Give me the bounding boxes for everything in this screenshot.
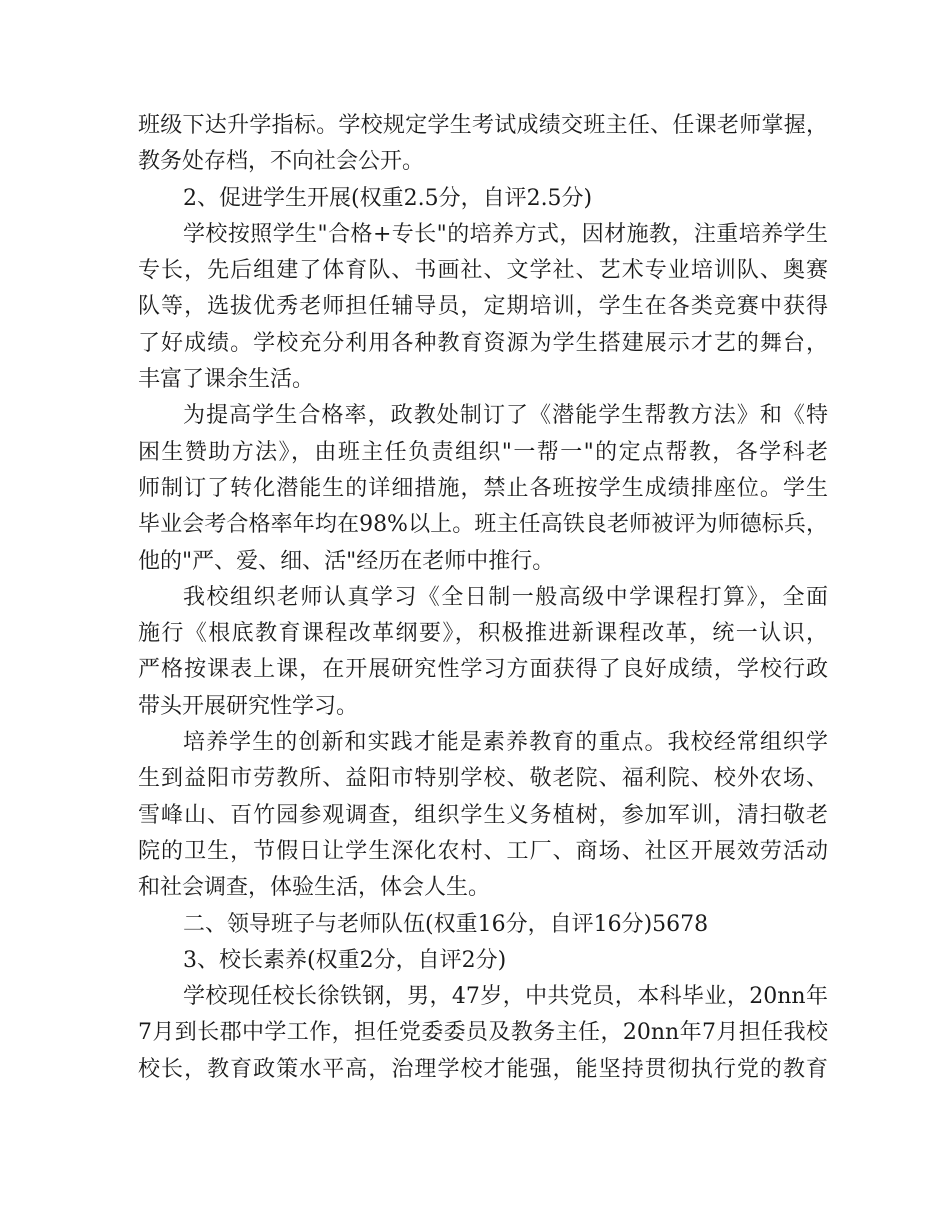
text-line: 队等，选拔优秀老师担任辅导员，定期培训，学生在各类竞赛中获得 — [138, 294, 828, 320]
text-line: 了好成绩。学校充分利用各种教育资源为学生搭建展示才艺的舞台， — [138, 330, 828, 356]
text-line: 丰富了课余生活。 — [138, 367, 315, 393]
text-line: 带头开展研究性学习。 — [138, 693, 359, 719]
text-line: 3、校长素养(权重2分，自评2分) — [183, 947, 507, 973]
text-line: 和社会调查，体验生活，体会人生。 — [138, 875, 491, 901]
text-line: 我校组织老师认真学习《全日制一般高级中学课程打算》，全面 — [183, 584, 828, 610]
text-line: 教务处存档，不向社会公开。 — [138, 149, 425, 175]
text-line: 院的卫生，节假日让学生深化农村、工厂、商场、社区开展效劳活动 — [138, 838, 828, 864]
text-line: 生到益阳市劳教所、益阳市特别学校、敬老院、福利院、校外农场、 — [138, 766, 828, 792]
text-line: 为提高学生合格率，政教处制订了《潜能学生帮教方法》和《特 — [183, 403, 828, 429]
text-line: 二、领导班子与老师队伍(权重16分，自评16分)5678 — [183, 911, 709, 937]
text-line: 困生赞助方法》，由班主任负责组织"一帮一"的定点帮教，各学科老 — [138, 439, 828, 465]
text-line: 专长，先后组建了体育队、书画社、文学社、艺术专业培训队、奥赛 — [138, 258, 828, 284]
text-line: 培养学生的创新和实践才能是素养教育的重点。我校经常组织学 — [183, 730, 828, 756]
text-line: 2、促进学生开展(权重2.5分，自评2.5分) — [183, 185, 593, 211]
text-line: 他的"严、爱、细、活"经历在老师中推行。 — [138, 548, 555, 574]
text-line: 师制订了转化潜能生的详细措施，禁止各班按学生成绩排座位。学生 — [138, 475, 828, 501]
text-line: 学校按照学生"合格+专长"的培养方式，因材施教，注重培养学生 — [183, 221, 828, 247]
text-line: 严格按课表上课，在开展研究性学习方面获得了良好成绩，学校行政 — [138, 657, 828, 683]
text-line: 7月到长郡中学工作，担任党委委员及教务主任，20nn年7月担任我校 — [138, 1020, 828, 1046]
text-line: 学校现任校长徐铁钢，男，47岁，中共党员，本科毕业，20nn年 — [183, 984, 828, 1010]
text-line: 施行《根底教育课程改革纲要》，积极推进新课程改革，统一认识， — [138, 621, 828, 647]
text-line: 校长，教育政策水平高，治理学校才能强，能坚持贯彻执行党的教育 — [138, 1056, 828, 1082]
document-body — [138, 108, 828, 1088]
text-line: 雪峰山、百竹园参观调查，组织学生义务植树，参加军训，清扫敬老 — [138, 802, 828, 828]
text-line: 毕业会考合格率年均在98%以上。班主任高铁良老师被评为师德标兵， — [138, 512, 828, 538]
text-line: 班级下达升学指标。学校规定学生考试成绩交班主任、任课老师掌握， — [138, 113, 828, 138]
